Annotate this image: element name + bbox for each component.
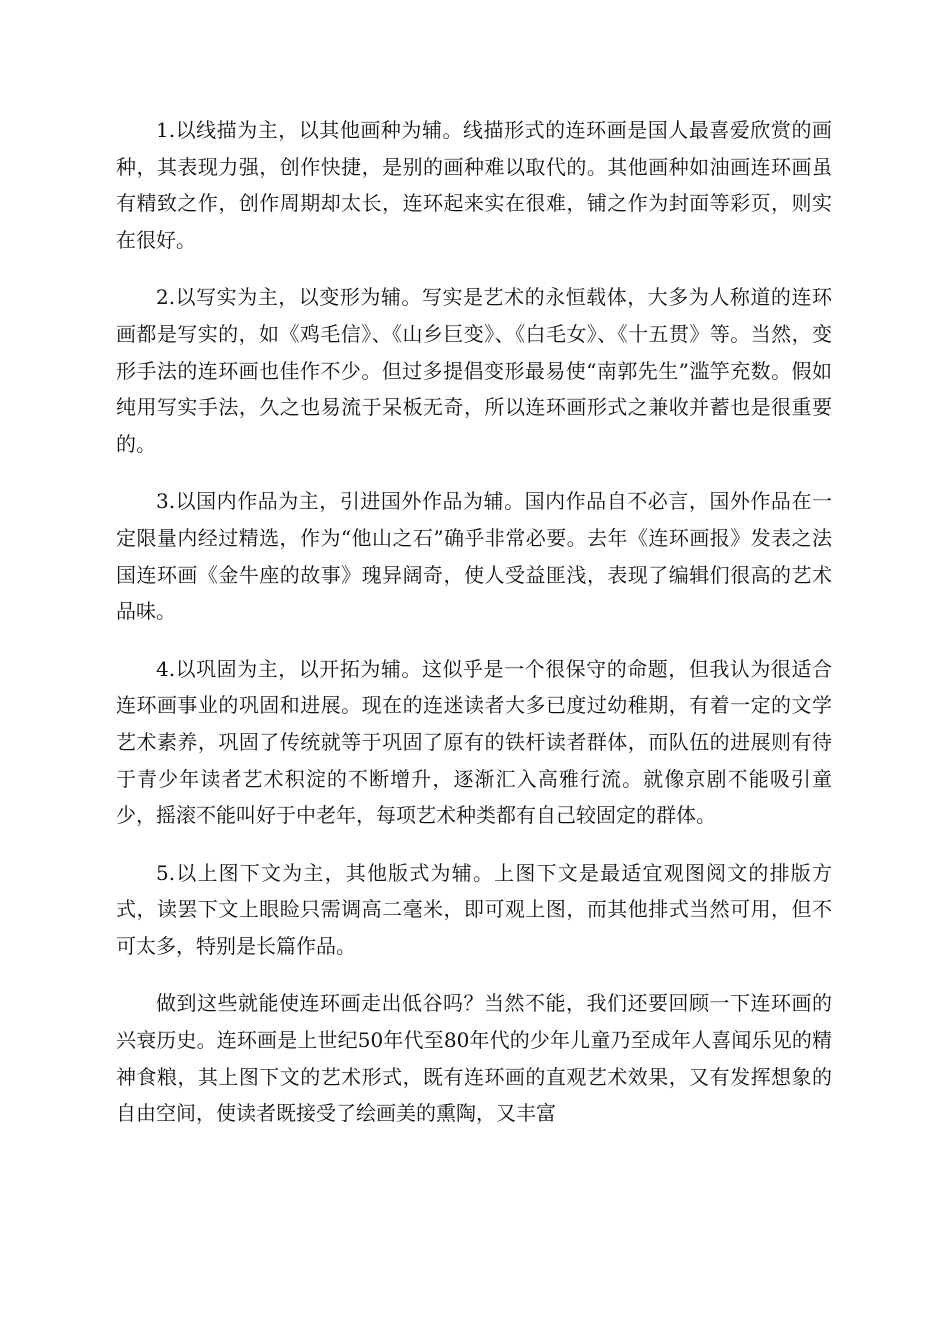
paragraph-1: 1.以线描为主，以其他画种为辅。线描形式的连环画是国人最喜爱欣赏的画种，其表现力强，创作快捷，是别的画种难以取代的。其他画种如油画连环画虽有精致之作，创作周期却太长，连环起来实在很难，铺之作为封面等彩页，则实在很好。 — [116, 118, 832, 252]
paragraph-4: 4.以巩固为主，以开拓为辅。这似乎是一个很保守的命题，但我认为很适合连环画事业的巩固和进展。现在的连迷读者大多已度过幼稚期，有着一定的文学艺术素养，巩固了传统就等于巩固了原有的铁杆读者群体，而队伍的进展则有待于青少年读者艺术积淀的不断增升，逐渐汇入高雅行流。就像京剧不能吸引童少，摇滚不能叫好于中老年，每项艺术种类都有自己较固定的群体。 — [116, 656, 832, 828]
document-page — [116, 112, 832, 1153]
paragraph-3: 3.以国内作品为主，引进国外作品为辅。国内作品自不必言，国外作品在一定限量内经过精选，作为“他山之石”确乎非常必要。去年《连环画报》发表之法国连环画《金牛座的故事》瑰异阔奇，使人受益匪浅，表现了编辑们很高的艺术品味。 — [116, 489, 832, 624]
paragraph-5: 5.以上图下文为主，其他版式为辅。上图下文是最适宜观图阅文的排版方式，读罢下文上眼睑只需调高二毫米，即可观上图，而其他排式当然可用，但不可太多，特别是长篇作品。 — [116, 860, 832, 958]
paragraph-6: 做到这些就能使连环画走出低谷吗？当然不能，我们还要回顾一下连环画的兴衰历史。连环画是上世纪50年代至80年代的少年儿童乃至成年人喜闻乐见的精神食粮，其上图下文的艺术形式，既有连环画的直观艺术效果，又有发挥想象的自由空间，使读者既接受了绘画美的熏陶，又丰富 — [116, 991, 832, 1126]
paragraph-2: 2.以写实为主，以变形为辅。写实是艺术的永恒载体，大多为人称道的连环画都是写实的，如《鸡毛信》、《山乡巨变》、《白毛女》、《十五贯》等。当然，变形手法的连环画也佳作不少。但过多提倡变形最易使“南郭先生”滥竽充数。假如纯用写实手法，久之也易流于呆板无奇，所以连环画形式之兼收并蓄也是很重要的。 — [116, 285, 832, 456]
